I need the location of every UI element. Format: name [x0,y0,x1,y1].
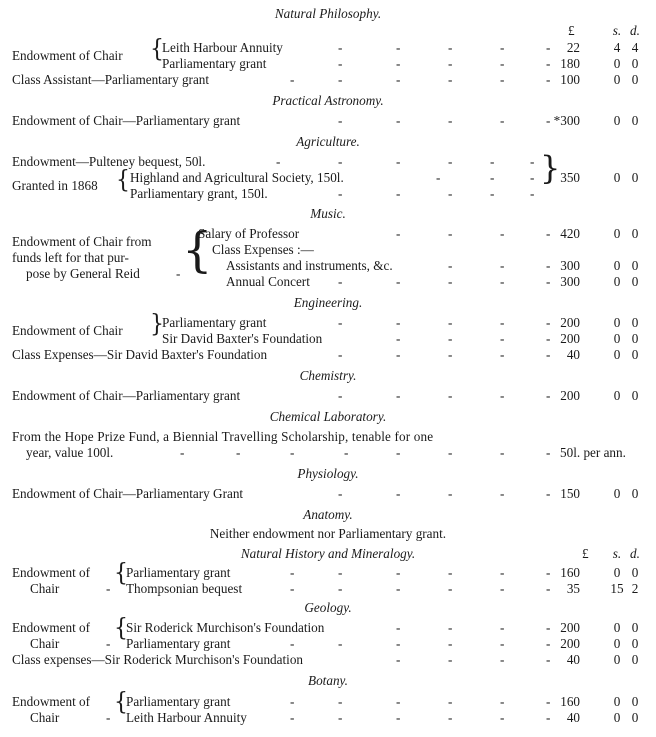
brace-glyph: { [182,222,213,278]
music-left: Endowment of Chair from [12,234,152,249]
endow-label: Chair - [30,710,111,725]
table-row: 350 0 0 [560,170,639,185]
section-heading: Practical Astronomy. [272,93,384,108]
section-heading: Physiology. [297,466,359,481]
table-row: Thompsonian bequest - - - - - - 35 15 2 [126,581,639,596]
endow-label: Endowment of Chair [12,48,123,63]
music-left: pose by General Reid - [26,266,181,281]
section-heading: Botany. [308,673,348,688]
section-heading: Music. [310,206,346,221]
table-row: Parliamentary grant - - - - - - 160 0 0 [126,565,639,580]
endow-label: Endowment of [12,694,91,709]
section-heading: Chemistry. [299,368,357,383]
section-heading: Chemical Laboratory. [269,409,387,424]
text-line: Neither endowment nor Parliamentary grant. [209,526,447,541]
section-heading: Geology. [304,600,352,615]
table-row: Leith Harbour Annuity - - - - - 22 4 4 [162,40,639,55]
table-row: Class Assistant—Parliamentary grant - - - - - - 100 0 0 [12,72,639,87]
section-heading: Agriculture. [296,134,360,149]
col-pounds: £ [568,23,575,38]
table-row: Sir Roderick Murchison's Foundation - - - - 200 0 0 [126,620,639,635]
table-row: Parliamentary grant - - - - - 180 0 0 [162,56,639,71]
table-row: Class Expenses :— [212,242,314,257]
section-heading: Natural History and Mineralogy. £ s. d. [240,546,640,561]
column-headers [0,23,656,39]
section-heading [0,6,656,22]
table-row: Parliamentary grant - - - - - - 200 0 0 [126,636,639,651]
text-line: From the Hope Prize Fund, a Biennial Travelling Scholarship, tenable for one [12,429,434,444]
table-row: Salary of Professor - - - - 420 0 0 [198,226,639,241]
closing-brace-glyph: } [540,149,561,187]
table-row: Endowment—Pulteney bequest, 50l. - - - - - - [12,154,535,169]
music-left: funds left for that pur- [12,250,129,265]
table-row: Assistants and instruments, &c. - - - 300 0 0 [226,258,639,273]
col-pence: d. [630,23,640,38]
table-row: Leith Harbour Annuity - - - - - - 40 0 0 [126,710,639,725]
brace-glyph: { [114,688,128,717]
brace-glyph: } [150,310,164,339]
heading-natural-philosophy: Natural Philosophy. [274,6,382,21]
endow-label: Endowment of [12,565,91,580]
section-heading: Engineering. [293,295,363,310]
table-row: Highland and Agricultural Society, 150l. - - - [130,170,535,185]
table-row: Sir David Baxter's Foundation - - - - 200 0 0 [162,331,639,346]
table-row: Class Expenses—Sir David Baxter's Foundation - - - - - 40 0 0 [12,347,639,362]
table-row: Annual Concert - - - - - 300 0 0 [226,274,639,289]
table-row: Class expenses—Sir Roderick Murchison's Foundation - - - - 40 0 0 [12,652,639,667]
table-row: Parliamentary grant - - - - - - 160 0 0 [126,694,639,709]
brace-glyph: { [150,35,164,64]
section-heading: Anatomy. [303,507,353,522]
table-row: year, value 100l. - - - - - - - - 50l. per ann. [26,445,626,460]
endow-label: Chair - [30,581,111,596]
granted-label: Granted in 1868 [12,178,98,193]
brace-glyph: { [116,166,130,195]
table-row: Parliamentary grant, 150l. - - - - - [130,186,535,201]
endow-label: Chair - [30,636,111,651]
table-row: Endowment of Chair—Parliamentary grant - - - - - *300 0 0 [12,113,639,128]
col-shillings: s. [612,23,622,38]
endow-label: Endowment of [12,620,91,635]
table-row: Parliamentary grant - - - - - 200 0 0 [162,315,639,330]
table-row: Endowment of Chair—Parliamentary grant - - - - - 200 0 0 [12,388,639,403]
brace-glyph: { [114,559,128,588]
endow-label: Endowment of Chair [12,323,123,338]
brace-glyph: { [114,614,128,643]
table-row: Endowment of Chair—Parliamentary Grant - - - - - 150 0 0 [12,486,639,501]
